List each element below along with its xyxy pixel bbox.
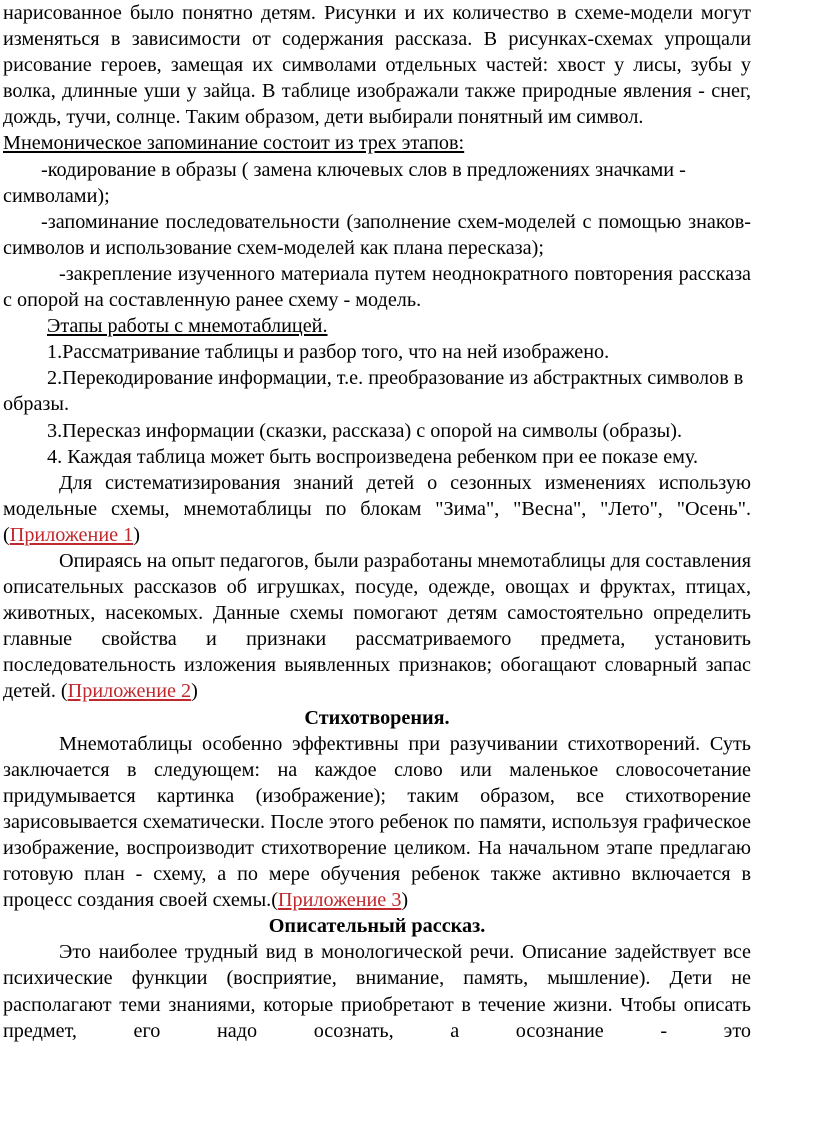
poems-close: ) [401,889,409,912]
stage-coding: -кодирование в образы ( замена ключевых слов в предложениях значками - символами); [3,158,686,207]
document-page [3,0,751,1044]
step-1: 1.Рассматривание таблицы и разбор того, что на ней изображено. [47,341,610,364]
appendix-2-link[interactable]: Приложение 2 [67,680,192,703]
seasons-close: ) [133,523,140,546]
experience-close: ) [191,680,198,703]
appendix-3-link[interactable]: Приложение 3 [277,889,402,912]
story-paragraph: Это наиболее трудный вид в монологической речи. Описание задействует все психические функции (восприятие, внимание, память, мышление). Дети не располагают теми знаниями, которые приобретают в течение жизни. Чтобы описать предмет, его надо осознать, а осознание - это [3,941,751,1042]
intro-paragraph: нарисованное было понятно детям. Рисунки и их количество в схеме-модели могут изменяться в зависимости от содержания рассказа. В рисунках-схемах упрощали рисование героев, замещая их символами отдельных частей: хвост у лисы, зубы у волка, длинные уши у зайца. В таблице изображали также природные явления - снег, дождь, тучи, солнце. Таким образом, дети выбирали понятный им символ. [3,2,751,129]
stage-consolidation: -закрепление изученного материала путем неоднократного повторения рассказа с опорой на составленную ранее схему - модель. [3,262,751,312]
seasons-text: Для систематизирования знаний детей о сезонных изменениях использую модельные схемы, мнемотаблицы по блокам "Зима", "Весна", "Лето", "Осень". ( [3,471,751,546]
mnemo-stages-heading: Мнемоническое запоминание состоит из трех этапов: [3,132,465,155]
experience-text: Опираясь на опыт педагогов, были разработаны мнемотаблицы для составления описательных рассказов об игрушках, посуде, одежде, овощах и фруктах, птицах, животных, насекомых. Данные схемы помогают детям самостоятельно определить главные свойства и признаки рассматриваемого предмета, установить последовательность изложения выявленных признаков; обогащают словарный запас детей. ( [3,549,752,703]
experience-paragraph [3,548,751,705]
poems-heading: Стихотворения. [304,706,450,729]
step-2: 2.Перекодирование информации, т.е. преобразование из абстрактных символов в образы. [3,367,744,416]
poems-paragraph [3,731,751,914]
story-heading: Описательный рассказ. [268,915,486,938]
appendix-1-link[interactable]: Приложение 1 [9,523,134,546]
step-4: 4. Каждая таблица может быть воспроизведена ребенком при ее показе ему. [47,445,699,468]
seasons-paragraph [3,470,751,548]
poems-text: Мнемотаблицы особенно эффективны при разучивании стихотворений. Суть заключается в следующем: на каждое слово или маленькое словосочетание придумывается картинка (изображение); таким образом, все стихотворение зарисовывается схематически. После этого ребенок по памяти, используя графическое изображение, воспроизводит стихотворение целиком. На начальном этапе предлагаю готовую план - схему, а по мере обучения ребенок также активно включается в процесс создания своей схемы.( [3,732,751,912]
work-heading-line [3,313,751,339]
stage-sequence: -запоминание последовательности (заполнение схем-моделей с помощью знаков-символов и использование схем-моделей как плана пересказа); [3,210,751,259]
work-stages-heading: Этапы работы с мнемотаблицей. [47,315,328,338]
step-3: 3.Пересказ информации (сказки, рассказа) с опорой на символы (образы). [47,419,683,442]
